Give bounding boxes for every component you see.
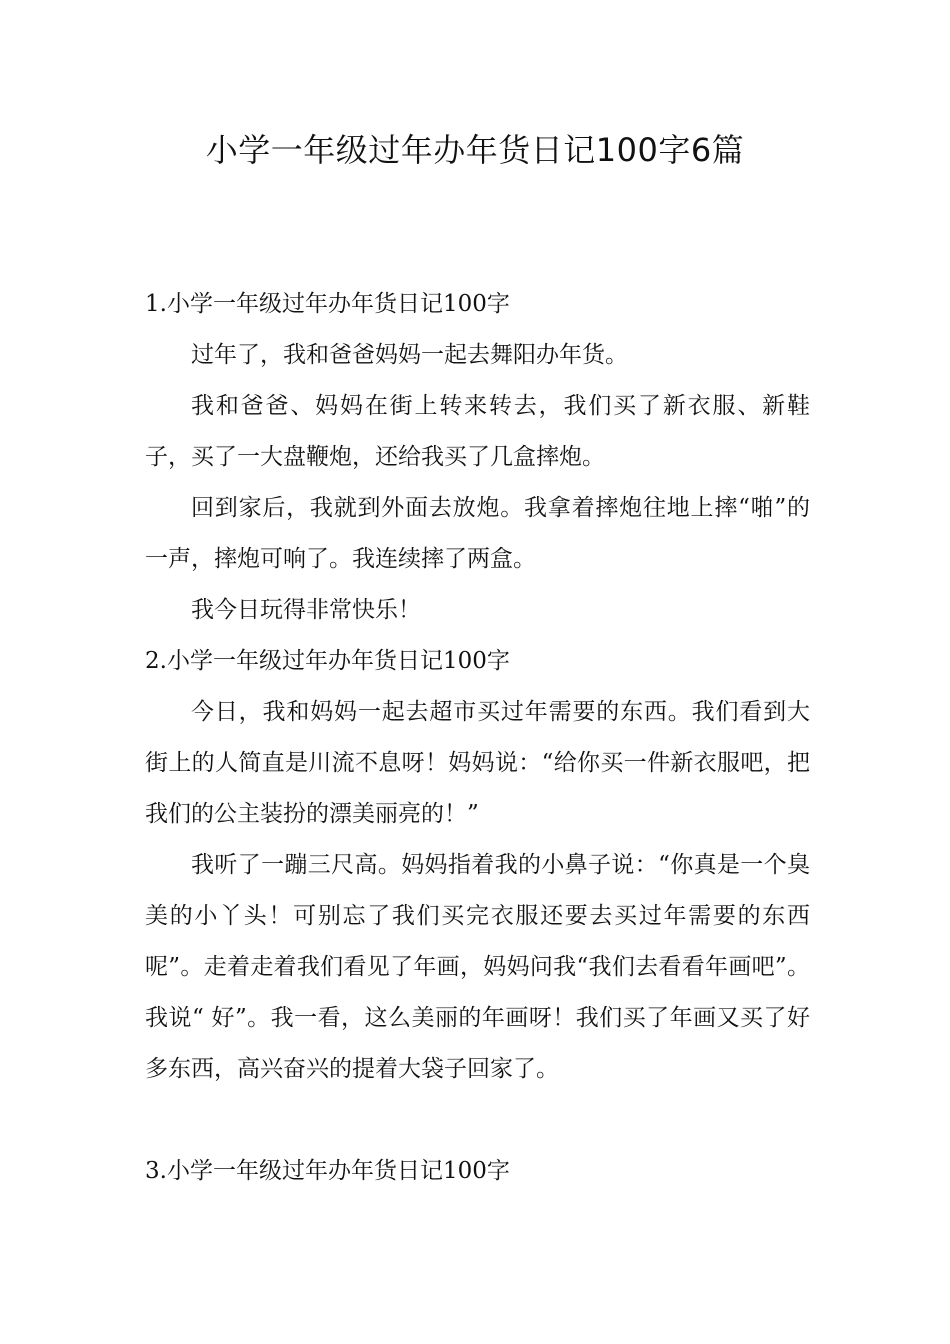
section-heading-3: 3.小学一年级过年办年货日记100字 [145,1158,510,1184]
section-1-paragraph-4: 我今日玩得非常快乐！ [191,597,421,623]
section-1-paragraph-2: 我和爸爸、妈妈在街上转来转去，我们买了新衣服、新鞋子，买了一大盘鞭炮，还给我买了几盒摔炮。 [145,393,810,470]
section-spacer [145,1095,810,1146]
page-title: 小学一年级过年办年货日记100字6篇 [205,131,745,169]
section-2-paragraph-2: 我听了一蹦三尺高。妈妈指着我的小鼻子说：“你真是一个臭美的小丫头！可别忘了我们买完衣服还要去买过年需要的东西呢”。走着走着我们看见了年画，妈妈问我“我们去看看年画吧”。我说“ 好”。我一看，这么美丽的年画呀！我们买了年画又买了好多东西，高兴奋兴的提着大袋子回家了。 [145,852,810,1082]
section-1-paragraph-3: 回到家后，我就到外面去放炮。我拿着摔炮往地上摔“啪”的一声，摔炮可响了。我连续摔了两盒。 [145,495,810,572]
section-heading-1: 1.小学一年级过年办年货日记100字 [145,291,510,317]
section-heading-2: 2.小学一年级过年办年货日记100字 [145,648,510,674]
section-1-paragraph-1: 过年了，我和爸爸妈妈一起去舞阳办年货。 [191,342,628,368]
document-body [145,279,810,1197]
section-2-paragraph-1: 今日，我和妈妈一起去超市买过年需要的东西。我们看到大街上的人简直是川流不息呀！妈妈说：“给你买一件新衣服吧，把我们的公主装扮的漂美丽亮的！” [145,699,810,827]
